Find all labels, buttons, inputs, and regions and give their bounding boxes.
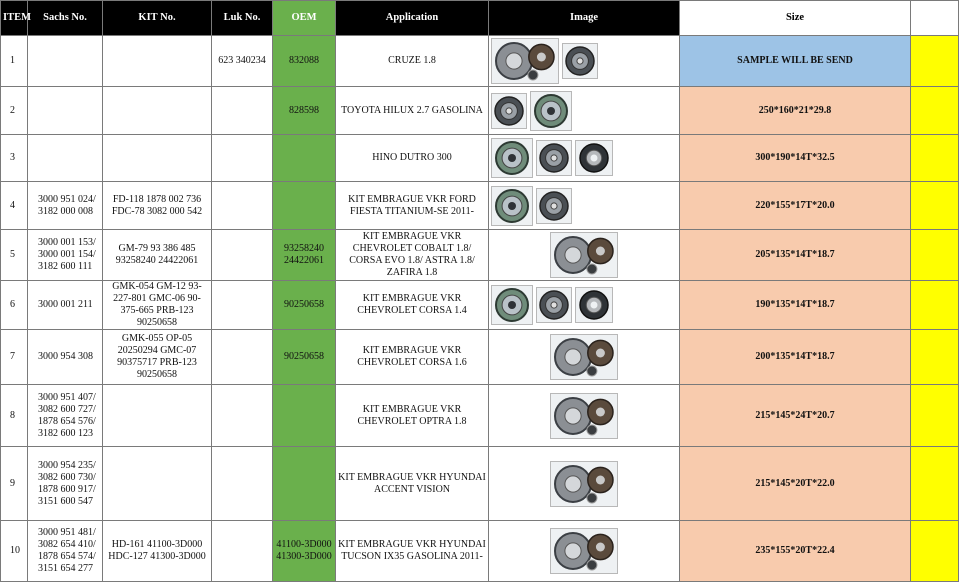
clutch-kit-photo [491, 38, 559, 84]
luk-cell[interactable] [212, 230, 273, 281]
clutch-disc-photo [536, 140, 572, 176]
luk-cell[interactable] [212, 281, 273, 330]
item-cell[interactable]: 10 [1, 521, 28, 582]
sachs-cell[interactable]: 3000 001 211 [28, 281, 103, 330]
sachs-cell[interactable] [28, 36, 103, 87]
clutch-disc-photo [536, 188, 572, 224]
clutch-disc-photo [536, 287, 572, 323]
luk-cell[interactable] [212, 182, 273, 230]
size-cell[interactable]: 215*145*24T*20.7 [680, 385, 911, 447]
size-cell[interactable]: 300*190*14T*32.5 [680, 135, 911, 182]
pressure-plate-photo [530, 91, 572, 131]
oem-cell[interactable]: 832088 [273, 36, 336, 87]
sachs-cell[interactable]: 3000 954 308 [28, 330, 103, 385]
product-images [491, 528, 677, 574]
item-cell[interactable]: 3 [1, 135, 28, 182]
table-row [1, 230, 959, 281]
table-row [1, 135, 959, 182]
application-cell[interactable]: KIT EMBRAGUE VKR CHEVROLET OPTRA 1.8 [336, 385, 489, 447]
luk-cell[interactable] [212, 447, 273, 521]
oem-cell[interactable]: 93258240 24422061 [273, 230, 336, 281]
application-cell[interactable]: KIT EMBRAGUE VKR FORD FIESTA TITANIUM-SE 2011- [336, 182, 489, 230]
clutch-disc-photo [491, 93, 527, 129]
image-cell[interactable] [489, 182, 680, 230]
header-size[interactable]: Size [680, 1, 911, 36]
oem-cell[interactable] [273, 135, 336, 182]
product-images [491, 91, 677, 131]
item-cell[interactable]: 7 [1, 330, 28, 385]
luk-cell[interactable] [212, 135, 273, 182]
sachs-cell[interactable]: 3000 951 481/ 3082 654 410/ 1878 654 574/ 3151 654 277 [28, 521, 103, 582]
product-images [491, 334, 677, 380]
product-images [491, 138, 677, 178]
kit-cell[interactable]: HD-161 41100-3D000 HDC-127 41300-3D000 [103, 521, 212, 582]
application-cell[interactable]: KIT EMBRAGUE VKR HYUNDAI TUCSON IX35 GASOLINA 2011- [336, 521, 489, 582]
oem-cell[interactable] [273, 447, 336, 521]
header-item[interactable]: ITEM [1, 1, 28, 36]
application-cell[interactable]: KIT EMBRAGUE VKR CHEVROLET COBALT 1.8/ CORSA EVO 1.8/ ASTRA 1.8/ ZAFIRA 1.8 [336, 230, 489, 281]
pressure-plate-photo [491, 138, 533, 178]
product-images [491, 186, 677, 226]
luk-cell[interactable] [212, 521, 273, 582]
table-row [1, 182, 959, 230]
product-images [491, 461, 677, 507]
sachs-cell[interactable]: 3000 951 407/ 3082 600 727/ 1878 654 576/ 3182 600 123 [28, 385, 103, 447]
kit-cell[interactable]: GMK-055 OP-05 20250294 GMC-07 90375717 PRB-123 90250658 [103, 330, 212, 385]
sachs-cell[interactable]: 3000 951 024/ 3182 000 008 [28, 182, 103, 230]
kit-cell[interactable] [103, 447, 212, 521]
size-cell[interactable]: 205*135*14T*18.7 [680, 230, 911, 281]
sachs-cell[interactable] [28, 135, 103, 182]
item-cell[interactable]: 9 [1, 447, 28, 521]
highlight-cell[interactable] [911, 281, 959, 330]
release-bearing-photo [575, 287, 613, 323]
application-cell[interactable]: KIT EMBRAGUE VKR CHEVROLET CORSA 1.6 [336, 330, 489, 385]
highlight-cell[interactable] [911, 330, 959, 385]
application-cell[interactable]: TOYOTA HILUX 2.7 GASOLINA [336, 87, 489, 135]
highlight-cell[interactable] [911, 521, 959, 582]
sachs-cell[interactable]: 3000 954 235/ 3082 600 730/ 1878 600 917/ 3151 600 547 [28, 447, 103, 521]
header-kit[interactable]: KIT No. [103, 1, 212, 36]
kit-cell[interactable] [103, 385, 212, 447]
size-cell[interactable]: 220*155*17T*20.0 [680, 182, 911, 230]
image-cell[interactable] [489, 135, 680, 182]
sachs-cell[interactable] [28, 87, 103, 135]
header-empty[interactable] [911, 1, 959, 36]
clutch-kit-photo [550, 528, 618, 574]
header-row [1, 1, 959, 36]
item-cell[interactable]: 2 [1, 87, 28, 135]
sachs-cell[interactable]: 3000 001 153/ 3000 001 154/ 3182 600 111 [28, 230, 103, 281]
item-cell[interactable]: 5 [1, 230, 28, 281]
highlight-cell[interactable] [911, 36, 959, 87]
product-images [491, 285, 677, 325]
table-row [1, 36, 959, 87]
table-row [1, 385, 959, 447]
kit-cell[interactable]: FD-118 1878 002 736 FDC-78 3082 000 542 [103, 182, 212, 230]
clutch-kit-photo [550, 232, 618, 278]
product-images [491, 232, 677, 278]
kit-cell[interactable]: GM-79 93 386 485 93258240 24422061 [103, 230, 212, 281]
table-row [1, 521, 959, 582]
oem-cell[interactable]: 828598 [273, 87, 336, 135]
pressure-plate-photo [491, 186, 533, 226]
clutch-kit-photo [550, 393, 618, 439]
item-cell[interactable]: 1 [1, 36, 28, 87]
highlight-cell[interactable] [911, 135, 959, 182]
image-cell[interactable] [489, 36, 680, 87]
header-image[interactable]: Image [489, 1, 680, 36]
kit-cell[interactable]: GMK-054 GM-12 93-227-801 GMC-06 90-375-665 PRB-123 90250658 [103, 281, 212, 330]
header-luk[interactable]: Luk No. [212, 1, 273, 36]
product-images [491, 38, 677, 84]
application-cell[interactable]: HINO DUTRO 300 [336, 135, 489, 182]
kit-cell[interactable] [103, 135, 212, 182]
size-cell[interactable]: 190*135*14T*18.7 [680, 281, 911, 330]
header-sachs[interactable]: Sachs No. [28, 1, 103, 36]
item-cell[interactable]: 8 [1, 385, 28, 447]
kit-cell[interactable] [103, 87, 212, 135]
clutch-kit-photo [550, 461, 618, 507]
size-cell[interactable]: SAMPLE WILL BE SEND [680, 36, 911, 87]
image-cell[interactable] [489, 447, 680, 521]
header-application[interactable]: Application [336, 1, 489, 36]
highlight-cell[interactable] [911, 447, 959, 521]
clutch-kit-photo [550, 334, 618, 380]
kit-cell[interactable] [103, 36, 212, 87]
size-cell[interactable]: 215*145*20T*22.0 [680, 447, 911, 521]
item-cell[interactable]: 4 [1, 182, 28, 230]
oem-cell[interactable]: 90250658 [273, 330, 336, 385]
oem-cell[interactable]: 90250658 [273, 281, 336, 330]
highlight-cell[interactable] [911, 230, 959, 281]
size-cell[interactable]: 235*155*20T*22.4 [680, 521, 911, 582]
pressure-plate-photo [491, 285, 533, 325]
image-cell[interactable] [489, 385, 680, 447]
release-bearing-photo [575, 140, 613, 176]
oem-cell[interactable] [273, 385, 336, 447]
luk-cell[interactable]: 623 340234 [212, 36, 273, 87]
luk-cell[interactable] [212, 330, 273, 385]
table-row [1, 87, 959, 135]
luk-cell[interactable] [212, 385, 273, 447]
image-cell[interactable] [489, 87, 680, 135]
image-cell[interactable] [489, 521, 680, 582]
highlight-cell[interactable] [911, 87, 959, 135]
clutch-disc-photo [562, 43, 598, 79]
image-cell[interactable] [489, 230, 680, 281]
oem-cell[interactable]: 41100-3D000 41300-3D000 [273, 521, 336, 582]
highlight-cell[interactable] [911, 385, 959, 447]
table-row [1, 281, 959, 330]
image-cell[interactable] [489, 330, 680, 385]
luk-cell[interactable] [212, 87, 273, 135]
image-cell[interactable] [489, 281, 680, 330]
oem-cell[interactable] [273, 182, 336, 230]
application-cell[interactable]: KIT EMBRAGUE VKR CHEVROLET CORSA 1.4 [336, 281, 489, 330]
table-row [1, 447, 959, 521]
size-cell[interactable]: 200*135*14T*18.7 [680, 330, 911, 385]
application-cell[interactable]: CRUZE 1.8 [336, 36, 489, 87]
item-cell[interactable]: 6 [1, 281, 28, 330]
product-images [491, 393, 677, 439]
highlight-cell[interactable] [911, 182, 959, 230]
size-cell[interactable]: 250*160*21*29.8 [680, 87, 911, 135]
application-cell[interactable]: KIT EMBRAGUE VKR HYUNDAI ACCENT VISION [336, 447, 489, 521]
table-row [1, 330, 959, 385]
header-oem[interactable]: OEM [273, 1, 336, 36]
